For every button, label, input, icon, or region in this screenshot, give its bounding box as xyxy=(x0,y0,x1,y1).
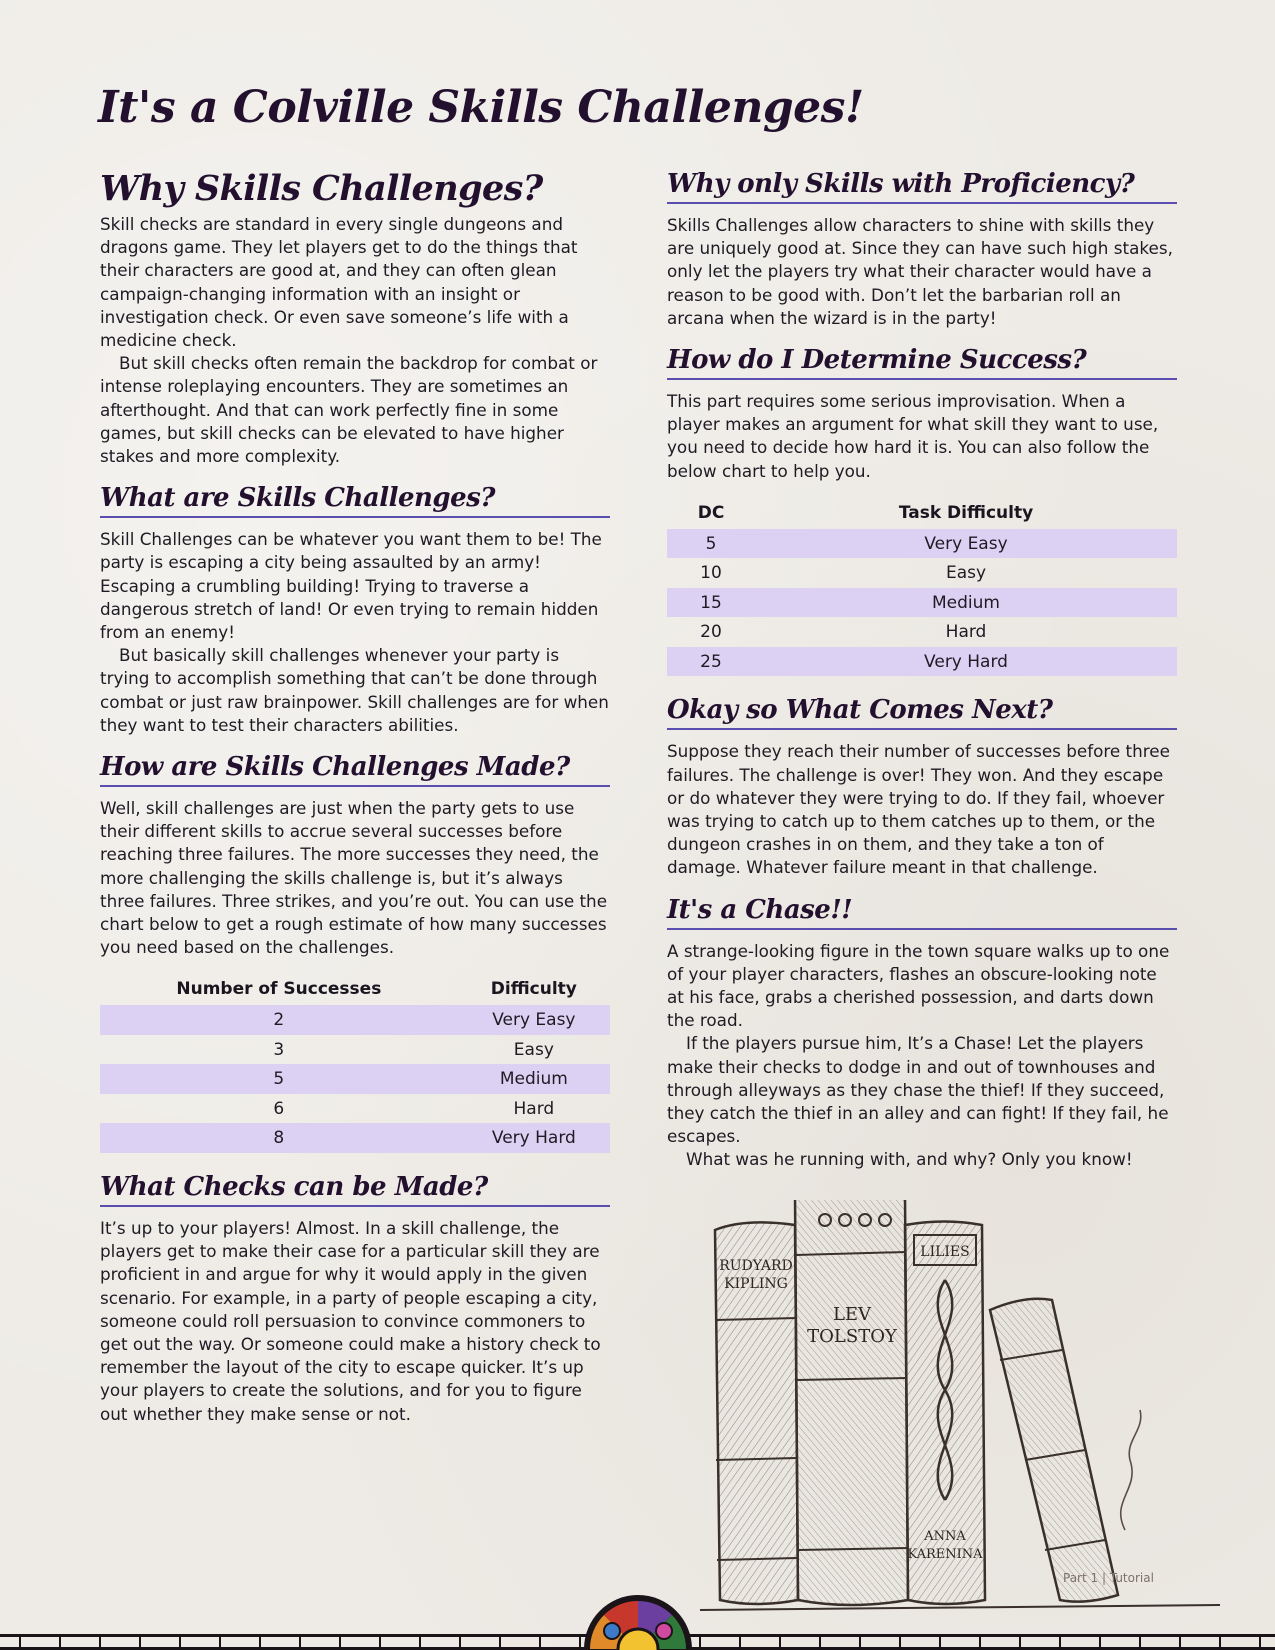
book-leaning xyxy=(990,1299,1118,1602)
table-cell: 5 xyxy=(667,529,755,559)
what-paragraph-2: But basically skill challenges whenever your party is trying to accomplish something that can’t be done through combat or just raw brainpower. Skill challenges are for when they want to test their characters abilities. xyxy=(100,645,609,735)
what-comes-next-heading: Okay so What Comes Next? xyxy=(667,692,1177,730)
table-cell: Very Hard xyxy=(755,647,1177,677)
spine-text: TOLSTOY xyxy=(807,1326,897,1347)
table-header: DC xyxy=(697,502,725,523)
book-kipling xyxy=(715,1222,798,1604)
table-row xyxy=(100,1064,610,1094)
table-cell: Hard xyxy=(945,622,987,643)
table-cell: 5 xyxy=(100,1064,458,1094)
determine-success-heading: How do I Determine Success? xyxy=(667,342,1177,380)
table-cell: Easy xyxy=(513,1039,554,1060)
table-cell: Easy xyxy=(945,563,987,584)
books-illustration xyxy=(700,1200,1240,1620)
chase-paragraph-1: A strange-looking figure in the town square walks up to one of your player characters, flashes an obscure-looking note at his face, grabs a cherished possession, and darts down the road. xyxy=(667,940,1170,1031)
chase-paragraph-2: If the players pursue him, It’s a Chase! Let the players make their checks to dodge in and out of townhouses and through alleyways as they chase the thief! If they succeed, they catch the thief in an alley and can fight! If they fail, he escapes. xyxy=(667,1033,1169,1147)
table-row xyxy=(667,558,1177,588)
book-anna-karenina xyxy=(905,1222,985,1605)
book-tolstoy xyxy=(795,1200,908,1605)
table-cell: 3 xyxy=(273,1039,285,1060)
what-are-skills-challenges-heading: What are Skills Challenges? xyxy=(100,480,610,518)
table-row xyxy=(100,1005,610,1035)
successes-table xyxy=(100,973,610,1153)
table-cell: 8 xyxy=(100,1123,458,1153)
why-skills-challenges-heading: Why Skills Challenges? xyxy=(100,168,543,209)
table-cell: Medium xyxy=(458,1064,610,1094)
table-cell: Very Easy xyxy=(755,529,1177,559)
table-header: Number of Successes xyxy=(176,979,382,1000)
chase-heading: It's a Chase!! xyxy=(667,892,1177,930)
success-paragraph-1: This part requires some serious improvisation. When a player makes an argument for what skill they want to use, you need to decide how hard it is. You can also follow the below chart to help you. xyxy=(667,391,1159,481)
spine-text: LEV xyxy=(832,1304,872,1325)
spine-text: KARENINA xyxy=(907,1547,983,1562)
proficiency-paragraph-1: Skills Challenges allow characters to shine with skills they are uniquely good at. Since they can have such high stakes, only let the players try what their character would have a reason to be good with. Don’t let the barbarian roll an arcana when the wizard is in the party! xyxy=(667,215,1173,328)
checks-paragraph-1: It’s up to your players! Almost. In a skill challenge, the players get to make their case for a particular skill they are proficient in and argue for why it would apply in the given scenario. For example, in a party of people escaping a city, someone could roll persuasion to convince commoners to get out the way. Or someone could make a history check to remember the layout of the city to escape quicker. It’s up your players to create the solutions, and for you to figure out whether they make sense or not. xyxy=(100,1217,601,1424)
spine-text: LILIES xyxy=(920,1244,970,1260)
page-title: It's a Colville Skills Challenges! xyxy=(98,82,864,133)
table-row xyxy=(100,1035,610,1065)
table-cell: 6 xyxy=(273,1098,285,1119)
what-checks-can-be-made-heading: What Checks can be Made? xyxy=(100,1169,610,1207)
what-paragraph-1: Skill Challenges can be whatever you want them to be! The party is escaping a city being assaulted by an army! Escaping a crumbling building! Trying to traverse a dangerous stretch of land! Or even trying to remain hidden from an enemy! xyxy=(100,529,602,643)
dc-table xyxy=(667,497,1177,677)
table-cell: 15 xyxy=(667,588,755,618)
table-cell: Medium xyxy=(755,588,1177,618)
how-paragraph-1: Well, skill challenges are just when the party gets to use their different skills to accrue several successes before reaching three failures. The more successes they need, the more challenging the skills challenge is, but it’s always three failures. Three strikes, and you’re out. You can use the chart below to get a rough estimate of how many successes you need based on the challenges. xyxy=(100,798,608,958)
spine-text: KIPLING xyxy=(724,1276,788,1292)
table-cell: Hard xyxy=(513,1098,555,1119)
table-cell: 25 xyxy=(667,647,755,677)
table-row xyxy=(667,647,1177,677)
table-header: Difficulty xyxy=(490,979,577,1000)
table-cell: 20 xyxy=(700,622,722,643)
table-cell: Very Easy xyxy=(458,1005,610,1035)
table-header: Task Difficulty xyxy=(898,502,1034,523)
table-cell: 2 xyxy=(100,1005,458,1035)
left-column xyxy=(100,168,610,1426)
stained-glass-medallion xyxy=(582,1593,694,1650)
table-cell: Very Hard xyxy=(458,1123,610,1153)
chase-paragraph-3: What was he running with, and why? Only you know! xyxy=(686,1149,1133,1170)
why-paragraph-2: But skill checks often remain the backdrop for combat or intense roleplaying encounters. They are sometimes an afterthought. And that can work perfectly fine in some games, but skill checks can be elevated to have higher stakes and more complexity. xyxy=(100,353,598,467)
next-paragraph-1: Suppose they reach their number of successes before three failures. The challenge is over! They won. And they escape or do whatever they were trying to do. If they fail, whoever was trying to catch up to them catches up to them, or the dungeon crashes in on them, and they take a ton of damage. Whatever failure meant in that challenge. xyxy=(667,741,1170,878)
table-row xyxy=(667,588,1177,618)
spine-text: ANNA xyxy=(924,1529,966,1544)
how-are-skills-challenges-made-heading: How are Skills Challenges Made? xyxy=(100,749,610,787)
right-column xyxy=(667,166,1177,1172)
table-row xyxy=(667,529,1177,559)
spine-text: RUDYARD xyxy=(719,1258,793,1274)
footer-note: Part 1 | Tutorial xyxy=(1063,1571,1154,1585)
table-row xyxy=(667,617,1177,647)
why-only-proficiency-heading: Why only Skills with Proficiency? xyxy=(667,166,1177,204)
table-row xyxy=(100,1094,610,1124)
table-row xyxy=(100,1123,610,1153)
table-cell: 10 xyxy=(700,563,722,584)
why-paragraph-1: Skill checks are standard in every single dungeons and dragons game. They let players get to do the things that their characters are good at, and they can often glean campaign-changing information with an insight or investigation check. Or even save someone’s life with a medicine check. xyxy=(100,214,578,351)
